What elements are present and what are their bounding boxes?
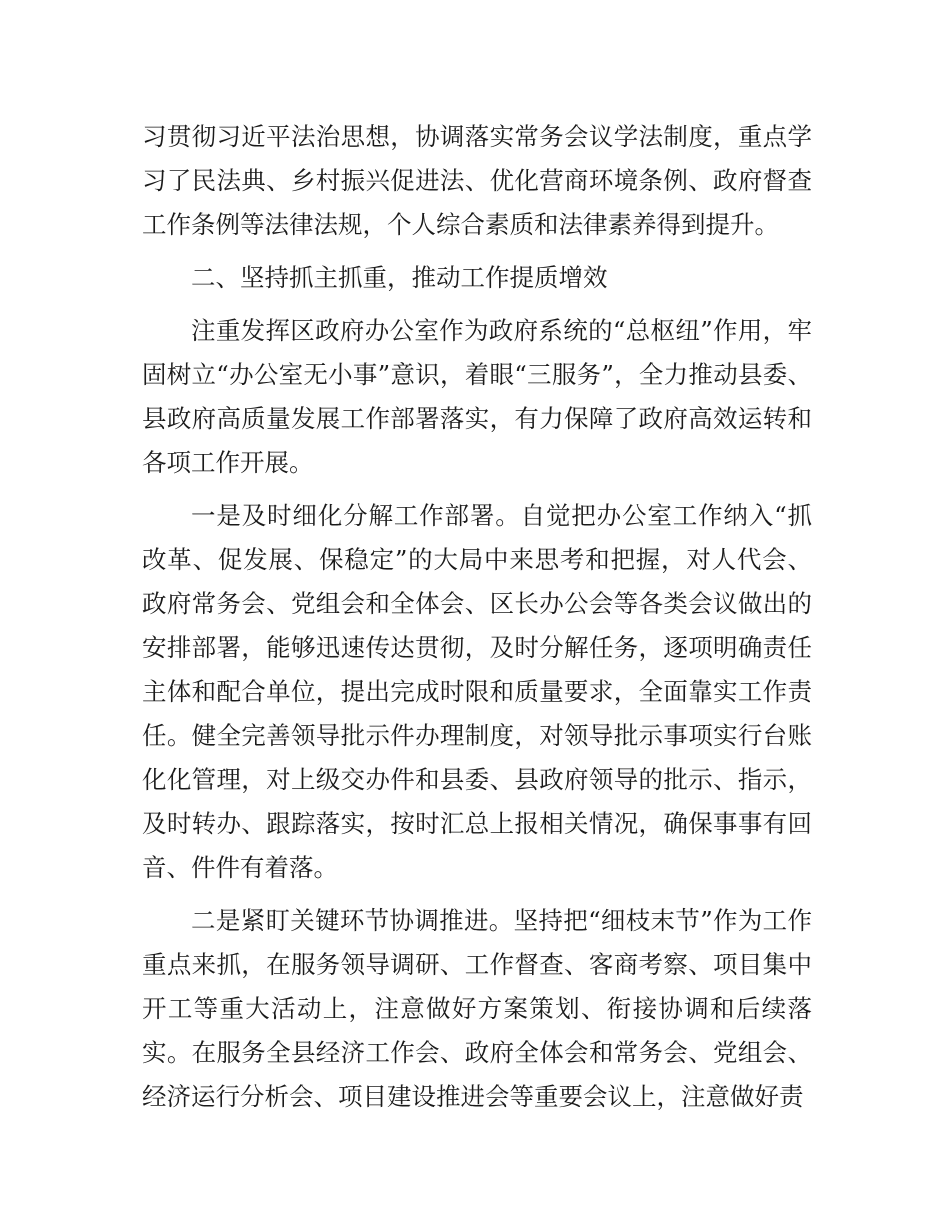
paragraph-item-one: 一是及时细化分解工作部署。自觉把办公室工作纳入“抓改革、促发展、保稳定”的大局中来思考和把握，对人代会、政府常务会、党组会和全体会、区长办公会等各类会议做出的安排部署，能够迅速传达贯彻，及时分解任务，逐项明确责任主体和配合单位，提出完成时限和质量要求，全面靠实工作责任。健全完善领导批示件办理制度，对领导批示事项实行台账化化管理，对上级交办件和县委、县政府领导的批示、指示，及时转办、跟踪落实，按时汇总上报相关情况，确保事事有回音、件件有着落。 (142, 501, 812, 882)
section-heading: 二、坚持抓主抓重，推动工作提质增效 (191, 263, 608, 292)
paragraph-item-two: 二是紧盯关键环节协调推进。坚持把“细枝末节”作为工作重点来抓，在服务领导调研、工作督查、客商考察、项目集中开工等重大活动上，注意做好方案策划、衔接协调和后续落实。在服务全县经济工作会、政府全体会和常务会、党组会、经济运行分析会、项目建设推进会等重要会议上，注意做好责 (142, 906, 812, 1111)
paragraph-intro: 注重发挥区政府办公室作为政府系统的“总枢纽”作用，牢固树立“办公室无小事”意识，着眼“三服务”，全力推动县委、县政府高质量发展工作部署落实，有力保障了政府高效运转和各项工作开展。 (142, 316, 812, 477)
paragraph-continuation: 习贯彻习近平法治思想，协调落实常务会议学法制度，重点学习了民法典、乡村振兴促进法、优化营商环境条例、政府督查工作条例等法律法规，个人综合素质和法律素养得到提升。 (142, 122, 812, 239)
document-body (142, 115, 812, 1128)
